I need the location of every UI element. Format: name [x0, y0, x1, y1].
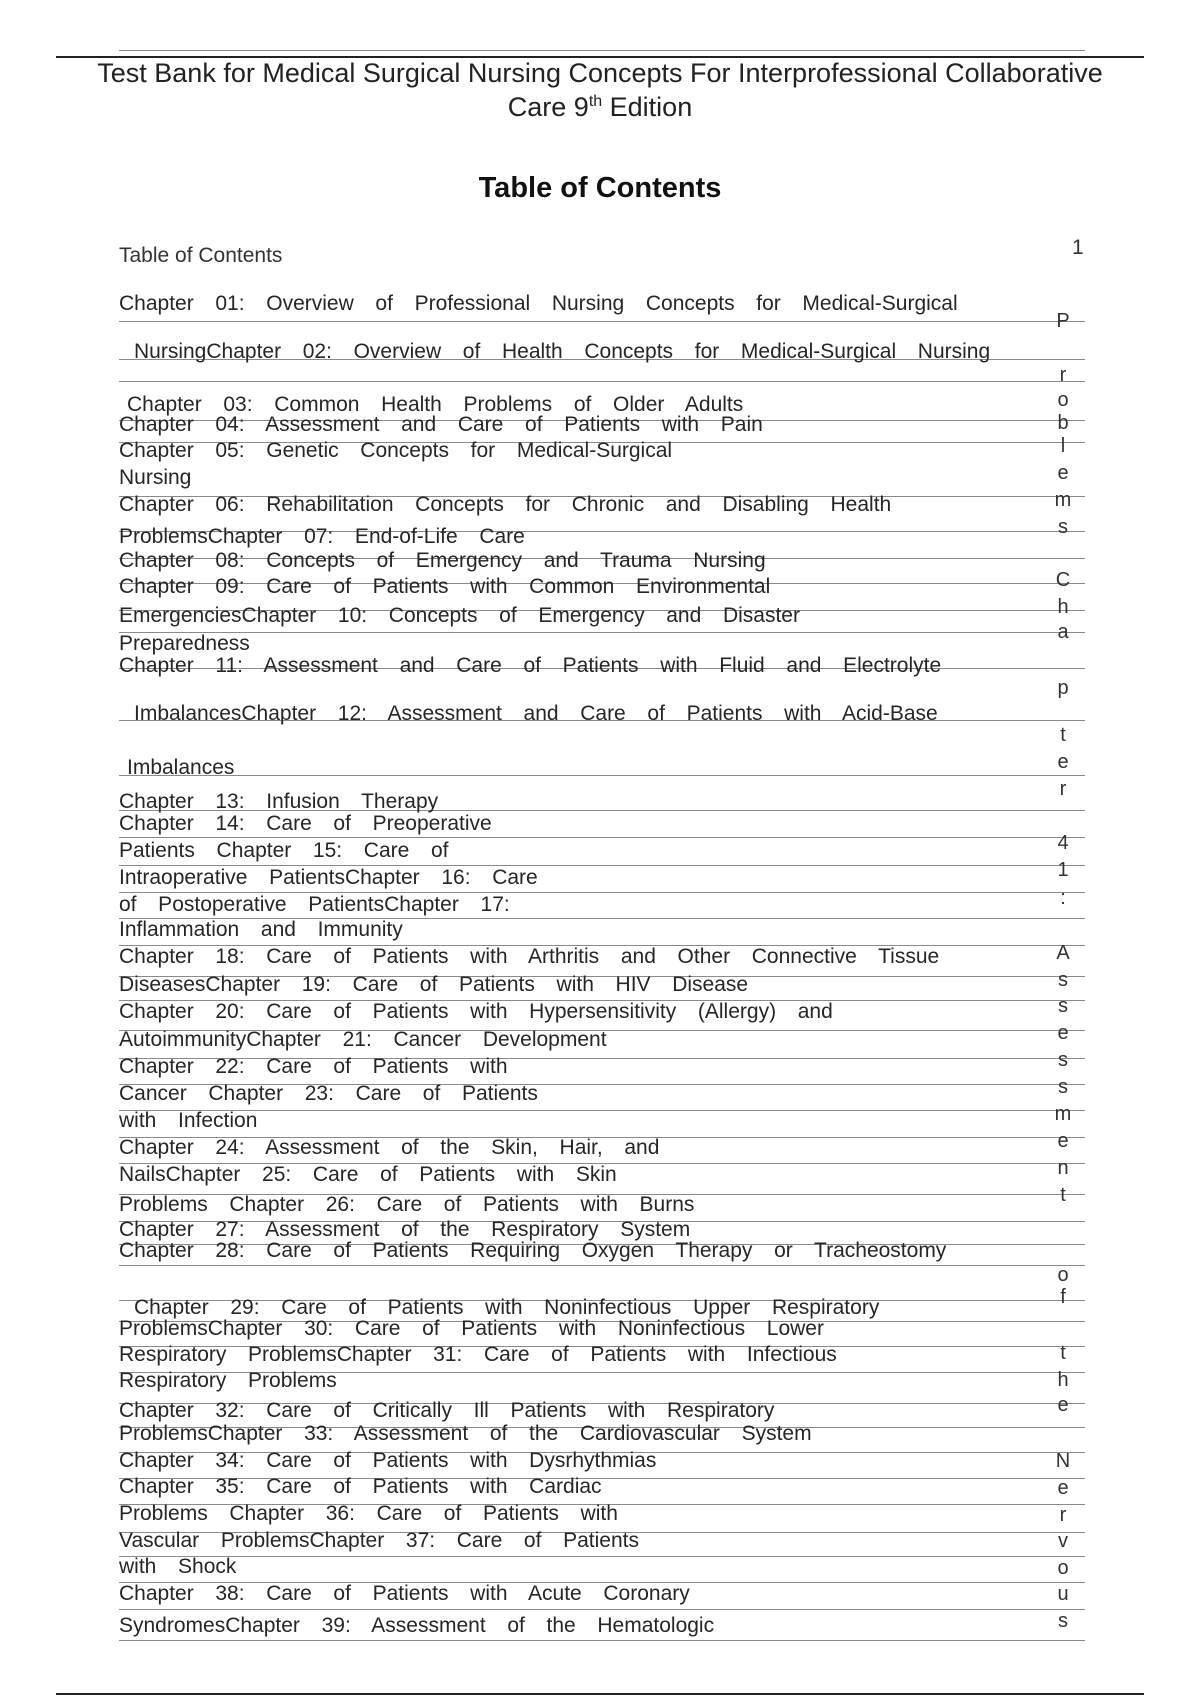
toc-entry: Patients Chapter 15: Care of: [119, 839, 449, 862]
toc-entry: Chapter 24: Assessment of the Skin, Hair, and: [119, 1136, 660, 1159]
toc-entry: Chapter 08: Concepts of Emergency and Trauma Nursing: [119, 549, 766, 572]
vertical-text-char: C: [1055, 569, 1071, 591]
toc-entry: Chapter 18: Care of Patients with Arthritis and Other Connective Tissue: [119, 945, 940, 968]
toc-entry: Chapter 38: Care of Patients with Acute Coronary: [119, 1582, 690, 1605]
vertical-text-char: e: [1057, 751, 1069, 773]
toc-entry: Respiratory Problems: [119, 1369, 337, 1392]
toc-entry: Nursing: [119, 466, 192, 489]
vertical-text-char: v: [1058, 1530, 1068, 1552]
toc-entry: Chapter 14: Care of Preoperative: [119, 812, 492, 835]
toc-entry: Chapter 29: Care of Patients with Noninfectious Upper Respiratory: [134, 1296, 880, 1319]
toc-entry: Intraoperative PatientsChapter 16: Care: [119, 866, 538, 889]
vertical-text-char: s: [1058, 1610, 1068, 1632]
toc-entry: Chapter 01: Overview of Professional Nursing Concepts for Medical-Surgical: [119, 292, 958, 315]
toc-rule-line: [119, 837, 1085, 838]
top-hairline: [119, 50, 1085, 51]
toc-heading: Table of Contents: [478, 172, 722, 204]
vertical-text-char: A: [1056, 942, 1070, 964]
toc-entry: Chapter 35: Care of Patients with Cardiac: [119, 1475, 602, 1498]
toc-entry: Chapter 04: Assessment and Care of Patients with Pain: [119, 413, 763, 436]
toc-entry: with Shock: [119, 1555, 237, 1578]
toc-rule-line: [119, 1110, 1085, 1111]
toc-entry: Chapter 27: Assessment of the Respiratory System: [119, 1218, 691, 1241]
vertical-text-char: s: [1058, 1076, 1068, 1098]
toc-entry: Chapter 34: Care of Patients with Dysrhythmias: [119, 1449, 657, 1472]
toc-entry: Chapter 11: Assessment and Care of Patients with Fluid and Electrolyte: [119, 654, 942, 677]
toc-entry: Chapter 06: Rehabilitation Concepts for Chronic and Disabling Health: [119, 493, 892, 516]
vertical-text-char: u: [1057, 1583, 1069, 1605]
toc-rule-line: [119, 1609, 1085, 1610]
vertical-text-char: o: [1057, 1557, 1069, 1579]
toc-entry: Chapter 22: Care of Patients with: [119, 1055, 508, 1078]
vertical-text-char: f: [1060, 1286, 1066, 1308]
toc-rule-line: [119, 775, 1085, 776]
title-superscript: th: [588, 93, 603, 110]
vertical-text-char: e: [1057, 1477, 1069, 1499]
toc-entry: Chapter 28: Care of Patients Requiring Oxygen Therapy or Tracheostomy: [119, 1239, 947, 1262]
title-prefix: Care 9: [507, 92, 589, 122]
toc-rule-line: [119, 381, 1085, 382]
toc-entry: Chapter 13: Infusion Therapy: [119, 790, 439, 813]
toc-entry: with Infection: [119, 1109, 258, 1132]
document-title: [20, 56, 1180, 124]
toc-entry: Problems Chapter 36: Care of Patients with: [119, 1502, 618, 1525]
toc-entry: Chapter 32: Care of Critically Ill Patients with Respiratory: [119, 1399, 775, 1422]
bottom-rule: [56, 1693, 1144, 1695]
vertical-text-char: t: [1060, 1342, 1066, 1364]
toc-entry: ProblemsChapter 30: Care of Patients with Noninfectious Lower: [119, 1317, 824, 1340]
toc-entry: Vascular ProblemsChapter 37: Care of Patients: [119, 1529, 639, 1552]
document-title-line1: Test Bank for Medical Surgical Nursing Concepts For Interprofessional Collaborative: [97, 58, 1103, 88]
vertical-text-char: t: [1060, 1184, 1066, 1206]
vertical-text-char: h: [1057, 1369, 1069, 1391]
toc-entry: ImbalancesChapter 12: Assessment and Care of Patients with Acid-Base: [134, 702, 938, 725]
vertical-text-char: P: [1056, 310, 1070, 332]
toc-entry: SyndromesChapter 39: Assessment of the Hematologic: [119, 1614, 715, 1637]
title-suffix: Edition: [602, 92, 693, 122]
toc-entry: NailsChapter 25: Care of Patients with Skin: [119, 1163, 617, 1186]
vertical-text-char: 1: [1057, 859, 1069, 881]
toc-rule-line: [119, 1556, 1085, 1557]
vertical-text-char: a: [1057, 621, 1069, 643]
toc-entry: Imbalances: [127, 756, 235, 779]
vertical-text-char: n: [1057, 1157, 1069, 1179]
toc-entry: NursingChapter 02: Overview of Health Concepts for Medical-Surgical Nursing: [134, 340, 991, 363]
vertical-text-char: r: [1059, 364, 1067, 386]
toc-self-entry: Table of Contents: [119, 244, 283, 267]
vertical-text-char: m: [1054, 1103, 1072, 1125]
toc-entry: EmergenciesChapter 10: Concepts of Emergency and Disaster: [119, 604, 800, 627]
toc-entry: of Postoperative PatientsChapter 17:: [119, 893, 510, 916]
vertical-text-char: o: [1057, 1264, 1069, 1286]
toc-self-page-number: 1: [1072, 236, 1084, 259]
vertical-text-char: t: [1060, 724, 1066, 746]
vertical-text-char: e: [1057, 462, 1069, 484]
toc-entry: Chapter 05: Genetic Concepts for Medical-Surgical: [119, 439, 673, 462]
toc-entry: Preparedness: [119, 632, 250, 655]
toc-entry: AutoimmunityChapter 21: Cancer Development: [119, 1028, 607, 1051]
toc-entry: Inflammation and Immunity: [119, 918, 403, 941]
vertical-text-char: r: [1059, 778, 1067, 800]
vertical-text-char: h: [1057, 596, 1069, 618]
toc-entry: Chapter 03: Common Health Problems of Older Adults: [127, 393, 744, 416]
toc-entry: Respiratory ProblemsChapter 31: Care of Patients with Infectious: [119, 1343, 837, 1366]
toc-entry: DiseasesChapter 19: Care of Patients with HIV Disease: [119, 973, 749, 996]
toc-entry: ProblemsChapter 33: Assessment of the Cardiovascular System: [119, 1422, 812, 1445]
vertical-text-char: m: [1054, 489, 1072, 511]
toc-entry: Chapter 09: Care of Patients with Common Environmental: [119, 575, 771, 598]
toc-rule-line: [119, 321, 1085, 322]
toc-rule-line: [119, 632, 1085, 633]
vertical-text-char: p: [1057, 677, 1069, 699]
toc-rule-line: [119, 1640, 1085, 1641]
toc-entry: Cancer Chapter 23: Care of Patients: [119, 1082, 538, 1105]
vertical-text-char: b: [1057, 412, 1069, 434]
vertical-text-char: e: [1057, 1130, 1069, 1152]
vertical-text-char: o: [1057, 389, 1069, 411]
vertical-text-char: 4: [1057, 832, 1069, 854]
vertical-text-char: l: [1060, 435, 1066, 457]
document-title-line2: [20, 90, 1180, 124]
toc-entry: ProblemsChapter 07: End-of-Life Care: [119, 525, 525, 548]
vertical-text-char: s: [1058, 969, 1068, 991]
toc-entry: Chapter 20: Care of Patients with Hypersensitivity (Allergy) and: [119, 1000, 833, 1023]
vertical-text-char: :: [1060, 887, 1066, 909]
toc-entry: Problems Chapter 26: Care of Patients with Burns: [119, 1193, 695, 1216]
vertical-text-char: s: [1058, 995, 1068, 1017]
vertical-text-char: N: [1055, 1450, 1071, 1472]
vertical-text-char: r: [1059, 1504, 1067, 1526]
toc-rule-line: [119, 1265, 1085, 1266]
vertical-text-char: e: [1057, 1394, 1069, 1416]
vertical-text-char: s: [1058, 1049, 1068, 1071]
vertical-text-char: s: [1058, 516, 1068, 538]
vertical-text-char: e: [1057, 1022, 1069, 1044]
